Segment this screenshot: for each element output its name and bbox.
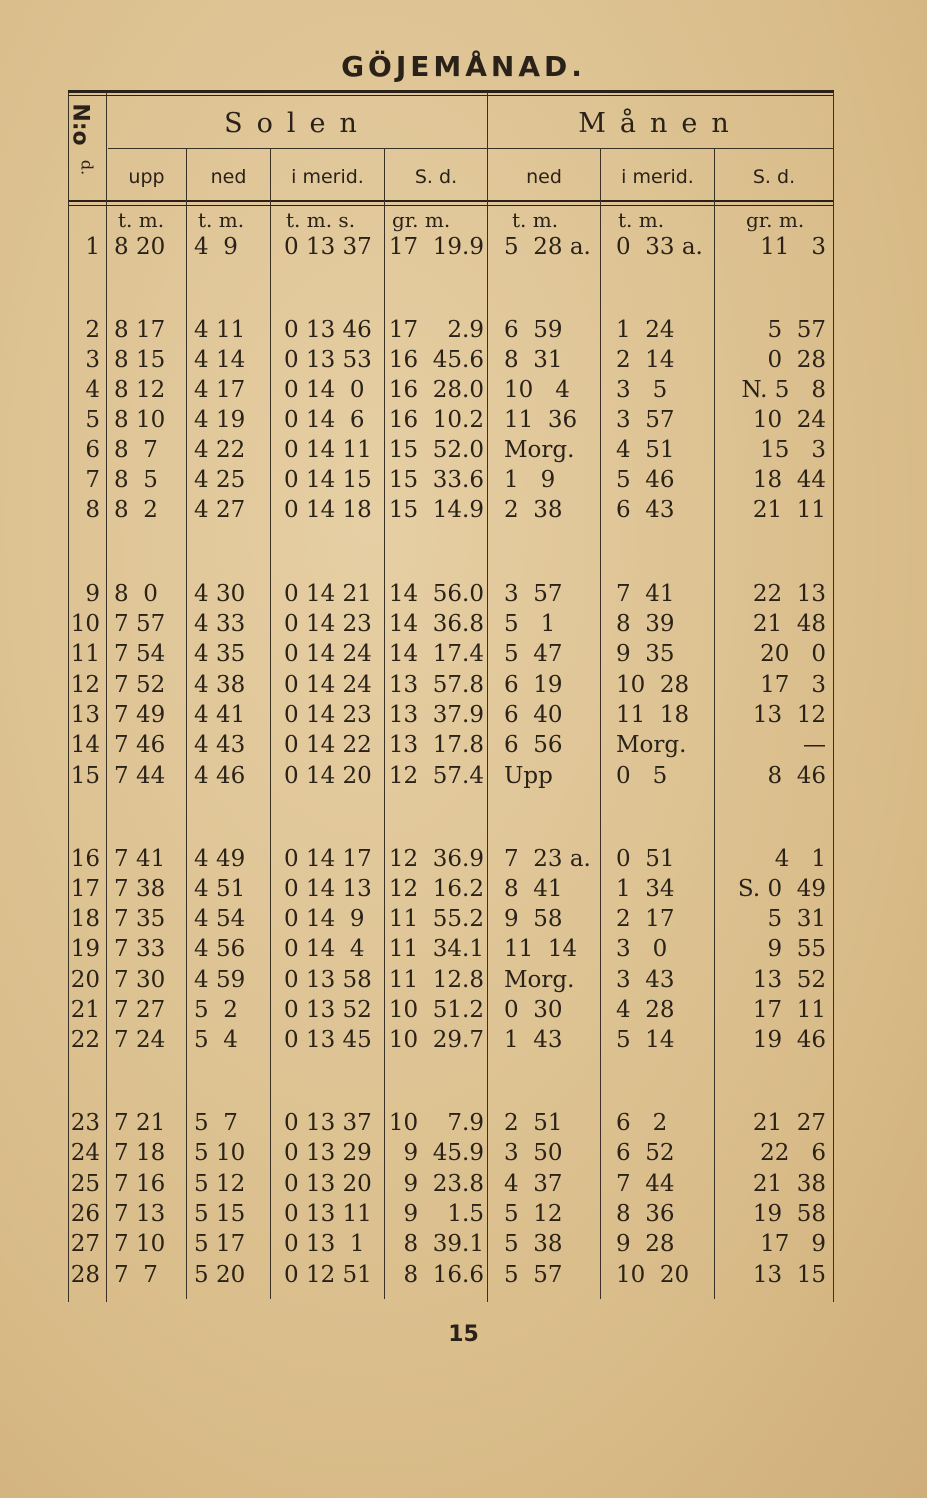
moon-declination-value: 9 55 — [767, 936, 826, 962]
sun-rise-value: 8 0 — [114, 581, 158, 607]
day-number: 22 — [70, 1027, 100, 1053]
sun-declination-value: 16 45.6 — [388, 347, 484, 373]
day-number: 25 — [70, 1171, 100, 1197]
moon-declination-value: 13 12 — [752, 702, 826, 728]
sun-set-value: 4 19 — [194, 407, 246, 433]
moon-meridian-value: 5 14 — [616, 1027, 675, 1053]
sun-meridian-value: 0 13 52 — [284, 997, 372, 1023]
day-number: 24 — [70, 1140, 100, 1166]
sun-declination-value: 13 17.8 — [388, 732, 484, 758]
moon-meridian-value: 0 33 a. — [616, 234, 703, 260]
sun-declination-value: 9 1.5 — [403, 1201, 484, 1227]
moon-declination-value: 19 46 — [752, 1027, 826, 1053]
sun-meridian-value: 0 13 46 — [284, 317, 372, 343]
unit-label: t. m. — [512, 208, 559, 232]
day-number: 14 — [70, 732, 100, 758]
moon-set-value: Upp — [504, 763, 553, 789]
sun-meridian-value: 0 13 1 — [284, 1231, 365, 1257]
moon-declination-value: 18 44 — [752, 467, 826, 493]
sun-group-header: Solen — [224, 108, 371, 139]
sun-set-header: ned — [210, 166, 247, 188]
moon-declination-value: 17 9 — [760, 1231, 826, 1257]
sun-declination-value: 11 34.1 — [388, 936, 484, 962]
sun-rise-value: 8 5 — [114, 467, 158, 493]
moon-set-value: 3 50 — [504, 1140, 563, 1166]
sun-rise-value: 7 21 — [114, 1110, 166, 1136]
moon-meridian-value: Morg. — [616, 732, 687, 758]
sun-rise-value: 7 18 — [114, 1140, 166, 1166]
moon-meridian-value: 3 43 — [616, 967, 675, 993]
sun-meridian-value: 0 14 18 — [284, 497, 372, 523]
moon-declination-value: 21 38 — [752, 1171, 826, 1197]
moon-declination-value: 17 3 — [760, 672, 826, 698]
day-number: 5 — [85, 407, 100, 433]
sun-meridian-value: 0 13 37 — [284, 1110, 372, 1136]
column-divider — [384, 149, 385, 1299]
sun-rise-value: 7 33 — [114, 936, 166, 962]
sun-set-value: 5 20 — [194, 1262, 246, 1288]
day-number: 19 — [70, 936, 100, 962]
moon-declination-value: — — [803, 732, 826, 758]
sun-declination-value: 12 16.2 — [388, 876, 484, 902]
column-divider — [714, 149, 715, 1299]
sun-meridian-value: 0 14 11 — [284, 437, 372, 463]
moon-declination-value: 22 13 — [752, 581, 826, 607]
moon-meridian-value: 10 20 — [616, 1262, 690, 1288]
moon-meridian-value: 5 46 — [616, 467, 675, 493]
moon-set-value: 5 57 — [504, 1262, 563, 1288]
moon-set-value: 5 1 — [504, 611, 556, 637]
sun-declination-header: S. d. — [414, 166, 458, 188]
sun-rise-value: 7 54 — [114, 641, 166, 667]
day-number: 10 — [70, 611, 100, 637]
sun-declination-value: 13 57.8 — [388, 672, 484, 698]
sun-rise-value: 7 30 — [114, 967, 166, 993]
table-top-rule — [68, 90, 834, 93]
sun-rise-value: 8 2 — [114, 497, 158, 523]
sun-set-value: 4 54 — [194, 906, 246, 932]
moon-set-value: 6 59 — [504, 317, 563, 343]
day-number: 8 — [85, 497, 100, 523]
moon-declination-value: 19 58 — [752, 1201, 826, 1227]
sun-rise-value: 8 7 — [114, 437, 158, 463]
moon-declination-value: 5 31 — [767, 906, 826, 932]
moon-set-value: 5 47 — [504, 641, 563, 667]
sun-declination-value: 15 33.6 — [388, 467, 484, 493]
moon-meridian-value: 3 5 — [616, 377, 668, 403]
moon-meridian-value: 6 2 — [616, 1110, 668, 1136]
moon-set-value: 4 37 — [504, 1171, 563, 1197]
sun-set-value: 4 41 — [194, 702, 246, 728]
moon-group-header: Månen — [578, 108, 743, 139]
sun-rise-value: 7 49 — [114, 702, 166, 728]
moon-set-value: 6 40 — [504, 702, 563, 728]
sun-set-value: 4 22 — [194, 437, 246, 463]
sun-set-value: 4 25 — [194, 467, 246, 493]
unit-label: gr. m. — [392, 208, 451, 232]
unit-label: t. m. — [618, 208, 665, 232]
sun-rise-value: 7 16 — [114, 1171, 166, 1197]
sun-meridian-value: 0 13 37 — [284, 234, 372, 260]
day-number: 28 — [70, 1262, 100, 1288]
sun-meridian-value: 0 14 22 — [284, 732, 372, 758]
moon-declination-value: 5 57 — [767, 317, 826, 343]
page-title: GÖJEMÅNAD. — [341, 50, 586, 83]
sun-meridian-value: 0 14 0 — [284, 377, 365, 403]
sun-rise-value: 7 24 — [114, 1027, 166, 1053]
sun-declination-value: 14 17.4 — [388, 641, 484, 667]
moon-meridian-value: 10 28 — [616, 672, 690, 698]
sun-declination-value: 10 7.9 — [388, 1110, 484, 1136]
sun-rise-value: 7 10 — [114, 1231, 166, 1257]
moon-set-value: 11 36 — [504, 407, 578, 433]
moon-declination-header: S. d. — [752, 166, 796, 188]
moon-set-value: Morg. — [504, 437, 575, 463]
sun-set-value: 4 35 — [194, 641, 246, 667]
sun-meridian-value: 0 14 17 — [284, 846, 372, 872]
day-number: 7 — [85, 467, 100, 493]
moon-meridian-value: 2 14 — [616, 347, 675, 373]
sun-meridian-value: 0 14 23 — [284, 611, 372, 637]
sun-declination-value: 9 23.8 — [403, 1171, 484, 1197]
sun-meridian-value: 0 14 24 — [284, 672, 372, 698]
sun-set-value: 4 33 — [194, 611, 246, 637]
moon-set-value: 8 41 — [504, 876, 563, 902]
page-number: 15 — [448, 1322, 479, 1347]
day-number: 12 — [70, 672, 100, 698]
moon-declination-value: 15 3 — [760, 437, 826, 463]
moon-meridian-value: 3 0 — [616, 936, 668, 962]
unit-label: t. m. s. — [286, 208, 356, 232]
unit-label: gr. m. — [746, 208, 805, 232]
sun-declination-value: 10 29.7 — [388, 1027, 484, 1053]
sun-set-value: 4 30 — [194, 581, 246, 607]
moon-declination-value: 8 46 — [767, 763, 826, 789]
moon-set-value: 5 28 a. — [504, 234, 591, 260]
moon-meridian-value: 8 36 — [616, 1201, 675, 1227]
sun-meridian-value: 0 13 11 — [284, 1201, 372, 1227]
sun-declination-value: 14 36.8 — [388, 611, 484, 637]
moon-meridian-value: 6 43 — [616, 497, 675, 523]
day-number: 1 — [85, 234, 100, 260]
sun-meridian-value: 0 14 15 — [284, 467, 372, 493]
sun-meridian-header: i merid. — [291, 166, 364, 188]
moon-meridian-value: 9 35 — [616, 641, 675, 667]
sun-rise-value: 7 13 — [114, 1201, 166, 1227]
day-number: 16 — [70, 846, 100, 872]
moon-meridian-value: 8 39 — [616, 611, 675, 637]
group-divider-rule — [108, 148, 834, 149]
moon-declination-value: 20 0 — [760, 641, 826, 667]
sun-set-value: 4 17 — [194, 377, 246, 403]
moon-meridian-value: 4 28 — [616, 997, 675, 1023]
sun-declination-value: 11 12.8 — [388, 967, 484, 993]
sun-rise-value: 8 12 — [114, 377, 166, 403]
sun-rise-value: 7 27 — [114, 997, 166, 1023]
day-number: 9 — [85, 581, 100, 607]
day-number: 2 — [85, 317, 100, 343]
sun-set-value: 4 56 — [194, 936, 246, 962]
sun-set-value: 5 15 — [194, 1201, 246, 1227]
header-bottom-rule-thin — [68, 205, 834, 206]
moon-declination-value: S. 0 49 — [737, 876, 826, 902]
table-top-rule-thin — [68, 95, 834, 96]
day-number: 26 — [70, 1201, 100, 1227]
unit-label: t. m. — [118, 208, 165, 232]
sun-rise-value: 8 15 — [114, 347, 166, 373]
moon-meridian-value: 1 34 — [616, 876, 675, 902]
sun-meridian-value: 0 14 21 — [284, 581, 372, 607]
day-number: 11 — [70, 641, 100, 667]
day-number: 17 — [70, 876, 100, 902]
day-number: 13 — [70, 702, 100, 728]
moon-set-value: 11 14 — [504, 936, 578, 962]
sun-moon-divider — [487, 92, 488, 1302]
sun-meridian-value: 0 14 23 — [284, 702, 372, 728]
sun-meridian-value: 0 14 9 — [284, 906, 365, 932]
sun-meridian-value: 0 14 20 — [284, 763, 372, 789]
moon-set-value: 8 31 — [504, 347, 563, 373]
table-right-border — [833, 92, 834, 1302]
moon-declination-value: 21 48 — [752, 611, 826, 637]
sun-rise-value: 7 38 — [114, 876, 166, 902]
sun-declination-value: 14 56.0 — [388, 581, 484, 607]
day-number: 18 — [70, 906, 100, 932]
sun-rise-value: 8 17 — [114, 317, 166, 343]
moon-declination-value: 11 3 — [760, 234, 826, 260]
sun-rise-value: 7 46 — [114, 732, 166, 758]
sun-set-value: 4 49 — [194, 846, 246, 872]
sun-declination-value: 8 39.1 — [403, 1231, 484, 1257]
moon-set-value: 6 19 — [504, 672, 563, 698]
moon-meridian-header: i merid. — [621, 166, 694, 188]
sun-declination-value: 17 2.9 — [388, 317, 484, 343]
sun-rise-value: 7 41 — [114, 846, 166, 872]
day-number: 6 — [85, 437, 100, 463]
sun-meridian-value: 0 13 20 — [284, 1171, 372, 1197]
day-number: 21 — [70, 997, 100, 1023]
sun-set-value: 5 2 — [194, 997, 238, 1023]
day-number: 23 — [70, 1110, 100, 1136]
date-header-day: d. — [77, 159, 97, 176]
moon-declination-value: 22 6 — [760, 1140, 826, 1166]
sun-set-value: 4 9 — [194, 234, 238, 260]
sun-meridian-value: 0 14 13 — [284, 876, 372, 902]
sun-meridian-value: 0 14 4 — [284, 936, 365, 962]
moon-declination-value: 10 24 — [752, 407, 826, 433]
moon-set-value: 9 58 — [504, 906, 563, 932]
moon-meridian-value: 2 17 — [616, 906, 675, 932]
sun-rise-value: 7 57 — [114, 611, 166, 637]
moon-meridian-value: 1 24 — [616, 317, 675, 343]
moon-meridian-value: 0 5 — [616, 763, 668, 789]
day-number: 20 — [70, 967, 100, 993]
moon-meridian-value: 3 57 — [616, 407, 675, 433]
moon-declination-value: 17 11 — [752, 997, 826, 1023]
sun-declination-value: 10 51.2 — [388, 997, 484, 1023]
sun-set-value: 4 14 — [194, 347, 246, 373]
sun-declination-value: 15 14.9 — [388, 497, 484, 523]
sun-set-value: 5 10 — [194, 1140, 246, 1166]
moon-set-value: 5 12 — [504, 1201, 563, 1227]
header-bottom-rule — [68, 200, 834, 202]
moon-declination-value: 13 52 — [752, 967, 826, 993]
sun-set-value: 4 11 — [194, 317, 246, 343]
sun-set-value: 4 59 — [194, 967, 246, 993]
moon-set-value: 6 56 — [504, 732, 563, 758]
moon-meridian-value: 11 18 — [616, 702, 690, 728]
moon-set-value: 10 4 — [504, 377, 570, 403]
sun-set-value: 5 7 — [194, 1110, 238, 1136]
sun-declination-value: 8 16.6 — [403, 1262, 484, 1288]
sun-set-value: 5 17 — [194, 1231, 246, 1257]
date-header-number: N:o — [67, 103, 93, 146]
sun-set-value: 4 43 — [194, 732, 246, 758]
moon-declination-value: 13 15 — [752, 1262, 826, 1288]
column-divider — [600, 149, 601, 1299]
sun-set-value: 4 46 — [194, 763, 246, 789]
moon-declination-value: 21 27 — [752, 1110, 826, 1136]
moon-meridian-value: 9 28 — [616, 1231, 675, 1257]
moon-set-value: Morg. — [504, 967, 575, 993]
column-divider — [270, 149, 271, 1299]
sun-rise-value: 7 44 — [114, 763, 166, 789]
day-number: 4 — [85, 377, 100, 403]
moon-set-value: 3 57 — [504, 581, 563, 607]
sun-meridian-value: 0 13 53 — [284, 347, 372, 373]
sun-meridian-value: 0 12 51 — [284, 1262, 372, 1288]
sun-declination-value: 11 55.2 — [388, 906, 484, 932]
moon-set-value: 0 30 — [504, 997, 563, 1023]
sun-rise-value: 7 35 — [114, 906, 166, 932]
sun-set-value: 5 4 — [194, 1027, 238, 1053]
sun-set-value: 4 38 — [194, 672, 246, 698]
moon-set-value: 5 38 — [504, 1231, 563, 1257]
sun-declination-value: 15 52.0 — [388, 437, 484, 463]
column-divider — [186, 149, 187, 1299]
moon-set-value: 1 9 — [504, 467, 556, 493]
moon-set-header: ned — [526, 166, 562, 188]
sun-meridian-value: 0 14 6 — [284, 407, 365, 433]
moon-set-value: 7 23 a. — [504, 846, 591, 872]
sun-declination-value: 12 57.4 — [388, 763, 484, 789]
sun-rise-header: upp — [128, 166, 165, 188]
moon-declination-value: 4 1 — [774, 846, 826, 872]
sun-meridian-value: 0 13 29 — [284, 1140, 372, 1166]
sun-declination-value: 12 36.9 — [388, 846, 484, 872]
moon-meridian-value: 6 52 — [616, 1140, 675, 1166]
moon-set-value: 1 43 — [504, 1027, 563, 1053]
sun-set-value: 4 51 — [194, 876, 246, 902]
sun-set-value: 4 27 — [194, 497, 246, 523]
date-column-divider — [106, 92, 107, 1302]
moon-meridian-value: 4 51 — [616, 437, 675, 463]
sun-meridian-value: 0 13 58 — [284, 967, 372, 993]
day-number: 15 — [70, 763, 100, 789]
sun-rise-value: 7 52 — [114, 672, 166, 698]
moon-set-value: 2 51 — [504, 1110, 563, 1136]
moon-meridian-value: 0 51 — [616, 846, 675, 872]
moon-declination-value: 0 28 — [767, 347, 826, 373]
sun-declination-value: 13 37.9 — [388, 702, 484, 728]
unit-label: t. m. — [198, 208, 245, 232]
moon-set-value: 2 38 — [504, 497, 563, 523]
sun-rise-value: 8 20 — [114, 234, 166, 260]
sun-declination-value: 16 28.0 — [388, 377, 484, 403]
sun-declination-value: 16 10.2 — [388, 407, 484, 433]
moon-declination-value: N. 5 8 — [741, 377, 826, 403]
moon-meridian-value: 7 41 — [616, 581, 675, 607]
moon-meridian-value: 7 44 — [616, 1171, 675, 1197]
sun-meridian-value: 0 13 45 — [284, 1027, 372, 1053]
sun-declination-value: 9 45.9 — [403, 1140, 484, 1166]
sun-set-value: 5 12 — [194, 1171, 246, 1197]
sun-declination-value: 17 19.9 — [388, 234, 484, 260]
day-number: 3 — [85, 347, 100, 373]
sun-meridian-value: 0 14 24 — [284, 641, 372, 667]
day-number: 27 — [70, 1231, 100, 1257]
sun-rise-value: 8 10 — [114, 407, 166, 433]
moon-declination-value: 21 11 — [752, 497, 826, 523]
sun-rise-value: 7 7 — [114, 1262, 158, 1288]
